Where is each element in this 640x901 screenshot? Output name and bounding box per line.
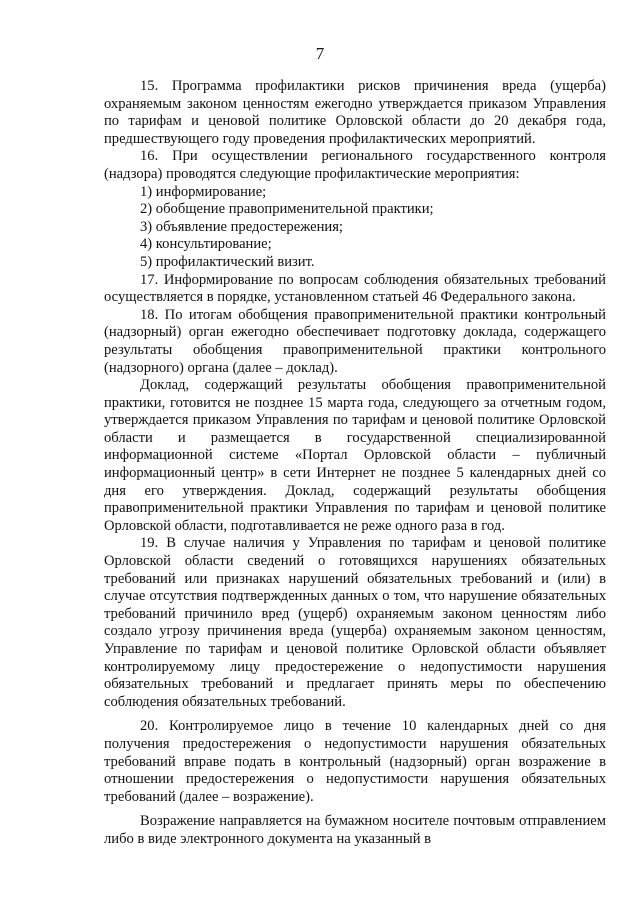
paragraph-16: 16. При осуществлении регионального государственного контроля (надзора) проводятся следующие профилактические мероприятия: [104,148,606,182]
paragraph-20: 20. Контролируемое лицо в течение 10 календарных дней со дня получения предостережения о недопустимости нарушения обязательных требований вправе подать в контрольный (надзорный) орган возражение в отношении предостережения о недопустимости нарушения обязательных требований (далее – возражение). [104,718,606,805]
list-item-1: 1) информирование; [140,183,267,200]
paragraph-15: 15. Программа профилактики рисков причинения вреда (ущерба) охраняемым законом ценностям ежегодно утверждается приказом Управления по тарифам и ценовой политике Орловской области до 20 декабря года, предшествующего году проведения профилактических мероприятий. [104,78,606,147]
paragraph-objection: Возражение направляется на бумажном носителе почтовым отправлением либо в виде электронного документа на указанный в [104,813,606,847]
paragraph-18: 18. По итогам обобщения правоприменительной практики контрольный (надзорный) орган ежегодно обеспечивает подготовку доклада, содержащего результаты обобщения правоприменительной практики контрольного (надзорного) органа (далее – доклад). [104,306,606,376]
list-item-2: 2) обобщение правоприменительной практики; [140,201,434,218]
page-number: 7 [315,44,325,63]
list-item-4: 4) консультирование; [140,236,272,253]
paragraph-17: 17. Информирование по вопросам соблюдения обязательных требований осуществляется в порядке, установленном статьей 46 Федерального закона. [104,271,606,306]
document-body [104,78,606,849]
list-item-5: 5) профилактический визит. [140,253,315,270]
list-item-3: 3) объявление предостережения; [140,218,343,235]
paragraph-report: Доклад, содержащий результаты обобщения правоприменительной практики, готовится не позднее 15 марта года, следующего за отчетным годом, утверждается приказом Управления по тарифам и ценовой политике Орловской области и размещается в государственной специализированной информационной системе «Портал Орловской области – публичный информационный центр» в сети Интернет не позднее 5 календарных дней со дня его утверждения. Доклад, содержащий результаты обобщения правоприменительной практики Управления по тарифам и ценовой политике Орловской области, подготавливается не реже одного раза в год. [104,377,606,534]
paragraph-19: 19. В случае наличия у Управления по тарифам и ценовой политике Орловской области сведений о готовящихся нарушениях обязательных требований или признаках нарушений обязательных требований и (или) в случае отсутствия подтвержденных данных о том, что нарушение обязательных требований причинило вред (ущерб) охраняемым законом ценностям либо создало угрозу причинения вреда (ущерба) охраняемым законом ценностям, Управление по тарифам и ценовой политике Орловской области объявляет контролируемому лицу предостережение о недопустимости нарушения обязательных требований и предлагает принять меры по обеспечению соблюдения обязательных требований. [104,535,606,710]
